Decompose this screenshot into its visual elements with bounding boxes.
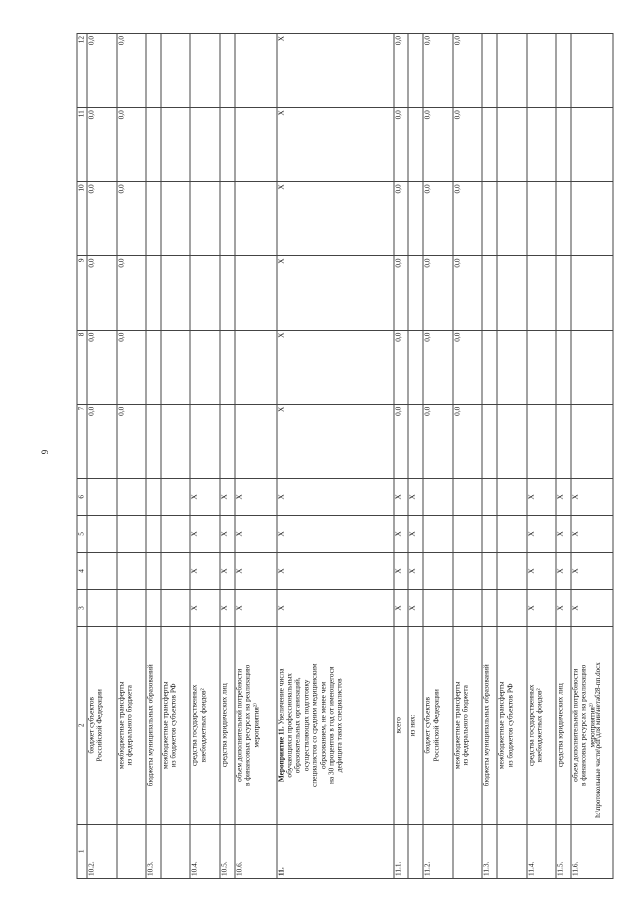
row-number: 10.6. bbox=[235, 824, 277, 878]
table-row bbox=[423, 34, 453, 879]
table-row bbox=[453, 34, 483, 879]
cell-c3: X bbox=[394, 589, 409, 626]
cell-c5: X bbox=[277, 515, 394, 552]
cell-c7 bbox=[220, 404, 235, 478]
cell-c5 bbox=[497, 515, 527, 552]
cell-c4 bbox=[146, 552, 161, 589]
cell-c6 bbox=[87, 478, 117, 515]
cell-c4 bbox=[423, 552, 453, 589]
cell-c3: X bbox=[277, 589, 394, 626]
row-name bbox=[527, 627, 557, 825]
cell-c5: X bbox=[408, 515, 423, 552]
cell-c9: 0,0 bbox=[423, 256, 453, 330]
cell-c10 bbox=[190, 182, 220, 256]
row-name-line: мероприятия²⁾ bbox=[587, 703, 597, 748]
cell-c7 bbox=[235, 404, 277, 478]
row-name-line: из федерального бюджета bbox=[124, 685, 134, 766]
table-row bbox=[556, 34, 571, 879]
footer-path: h:\протокольные части\pdf\для мин\нетаб28-пп.docx bbox=[594, 662, 602, 818]
cell-c3: X bbox=[235, 589, 277, 626]
row-name-line: средства юридических лиц bbox=[219, 683, 229, 768]
cell-c6 bbox=[161, 478, 191, 515]
cell-c11 bbox=[482, 108, 497, 182]
cell-c6: X bbox=[235, 478, 277, 515]
cell-c11 bbox=[527, 108, 557, 182]
cell-c7: 0,0 bbox=[394, 404, 409, 478]
row-name-line: Российской Федерации bbox=[431, 689, 441, 762]
cell-c11 bbox=[408, 108, 423, 182]
column-header-10: 10 bbox=[77, 182, 87, 256]
cell-c11 bbox=[220, 108, 235, 182]
row-number: 11.6. bbox=[571, 824, 613, 878]
cell-c6 bbox=[453, 478, 483, 515]
cell-c9: 0,0 bbox=[394, 256, 409, 330]
column-header-12: 12 bbox=[77, 34, 87, 108]
cell-c3 bbox=[161, 589, 191, 626]
column-header-3: 3 bbox=[77, 589, 87, 626]
cell-c8 bbox=[161, 330, 191, 404]
row-name-line: в финансовых ресурсах на реализацию bbox=[242, 664, 252, 787]
cell-c9 bbox=[482, 256, 497, 330]
row-name bbox=[482, 627, 497, 825]
cell-c5: X bbox=[556, 515, 571, 552]
row-name bbox=[117, 627, 147, 825]
cell-c8 bbox=[497, 330, 527, 404]
cell-c4: X bbox=[571, 552, 613, 589]
row-name bbox=[423, 627, 453, 825]
cell-c3 bbox=[423, 589, 453, 626]
cell-c8 bbox=[571, 330, 613, 404]
row-number: 10.4. bbox=[190, 824, 220, 878]
cell-c12 bbox=[161, 34, 191, 108]
row-name bbox=[571, 627, 613, 825]
cell-c8 bbox=[146, 330, 161, 404]
cell-c7 bbox=[161, 404, 191, 478]
row-name-line: осуществляющих подготовку bbox=[301, 679, 311, 772]
table-row bbox=[146, 34, 161, 879]
row-number: 10.5. bbox=[220, 824, 235, 878]
row-name-line: из федерального бюджета bbox=[460, 685, 470, 766]
cell-c9 bbox=[556, 256, 571, 330]
page-number: 9 bbox=[40, 449, 50, 455]
cell-c6: X bbox=[408, 478, 423, 515]
budget-table bbox=[77, 33, 614, 879]
cell-c8 bbox=[482, 330, 497, 404]
cell-c10 bbox=[482, 182, 497, 256]
cell-c11: 0,0 bbox=[423, 108, 453, 182]
row-name-line: Российской Федерации bbox=[94, 689, 104, 762]
cell-c5: X bbox=[571, 515, 613, 552]
cell-c12 bbox=[146, 34, 161, 108]
row-name-line: Увеличение числа bbox=[276, 668, 286, 725]
row-name-line: обучающихся профессиональных bbox=[284, 673, 294, 778]
cell-c4: X bbox=[190, 552, 220, 589]
row-name-line: на 30 процентов в год от имеющегося bbox=[326, 666, 336, 784]
cell-c5 bbox=[117, 515, 147, 552]
table-row bbox=[87, 34, 117, 879]
cell-c6 bbox=[117, 478, 147, 515]
cell-c12: 0,0 bbox=[87, 34, 117, 108]
cell-c8 bbox=[190, 330, 220, 404]
column-header-1: 1 bbox=[77, 824, 87, 878]
cell-c4 bbox=[117, 552, 147, 589]
cell-c8 bbox=[527, 330, 557, 404]
cell-c11 bbox=[556, 108, 571, 182]
table-row bbox=[571, 34, 613, 879]
row-name-line: образовательных организаций, bbox=[292, 677, 302, 774]
cell-c3 bbox=[146, 589, 161, 626]
cell-c4: X bbox=[277, 552, 394, 589]
cell-c8 bbox=[220, 330, 235, 404]
cell-c4: X bbox=[527, 552, 557, 589]
cell-c8: 0,0 bbox=[87, 330, 117, 404]
cell-c5: X bbox=[220, 515, 235, 552]
row-name-line: из бюджетов субъектов РФ bbox=[505, 683, 515, 768]
cell-c10 bbox=[146, 182, 161, 256]
cell-c12 bbox=[220, 34, 235, 108]
row-number: 11.2. bbox=[423, 824, 453, 878]
cell-c10: 0,0 bbox=[453, 182, 483, 256]
cell-c12 bbox=[190, 34, 220, 108]
row-number: 11.4. bbox=[527, 824, 557, 878]
cell-c9: 0,0 bbox=[87, 256, 117, 330]
cell-c5: X bbox=[190, 515, 220, 552]
cell-c12 bbox=[235, 34, 277, 108]
cell-c9 bbox=[220, 256, 235, 330]
cell-c7: 0,0 bbox=[87, 404, 117, 478]
cell-c7 bbox=[146, 404, 161, 478]
cell-c4 bbox=[161, 552, 191, 589]
cell-c5: X bbox=[394, 515, 409, 552]
cell-c6 bbox=[423, 478, 453, 515]
row-name-line: внебюджетных фондов² bbox=[198, 688, 208, 763]
cell-c12 bbox=[527, 34, 557, 108]
column-header-4: 4 bbox=[77, 552, 87, 589]
row-number: 11. bbox=[277, 824, 394, 878]
cell-c9 bbox=[527, 256, 557, 330]
cell-c7 bbox=[571, 404, 613, 478]
row-name bbox=[394, 627, 409, 825]
row-name-line: межбюджетные трансферты bbox=[116, 681, 126, 770]
table-row bbox=[408, 34, 423, 879]
cell-c4 bbox=[87, 552, 117, 589]
cell-c9: X bbox=[277, 256, 394, 330]
row-number: 11.3. bbox=[482, 824, 497, 878]
table-row bbox=[527, 34, 557, 879]
row-name bbox=[190, 627, 220, 825]
cell-c5: X bbox=[235, 515, 277, 552]
cell-c10 bbox=[235, 182, 277, 256]
cell-c3: X bbox=[220, 589, 235, 626]
row-number: 11.5. bbox=[556, 824, 571, 878]
cell-c9 bbox=[497, 256, 527, 330]
cell-c7 bbox=[556, 404, 571, 478]
cell-c11: 0,0 bbox=[394, 108, 409, 182]
row-name bbox=[277, 627, 394, 825]
cell-c12: 0,0 bbox=[394, 34, 409, 108]
row-name-line: в финансовых ресурсах на реализацию bbox=[578, 664, 588, 787]
table-row bbox=[117, 34, 147, 879]
row-name bbox=[408, 627, 423, 825]
row-name-line: из бюджетов субъектов РФ bbox=[168, 683, 178, 768]
cell-c12 bbox=[482, 34, 497, 108]
cell-c9 bbox=[408, 256, 423, 330]
row-name-line: объем дополнительной потребности bbox=[570, 668, 580, 782]
cell-c9 bbox=[146, 256, 161, 330]
cell-c4 bbox=[497, 552, 527, 589]
cell-c8: 0,0 bbox=[453, 330, 483, 404]
rotated-table-container bbox=[77, 33, 614, 879]
row-name bbox=[220, 627, 235, 825]
cell-c10: 0,0 bbox=[394, 182, 409, 256]
row-number bbox=[161, 824, 191, 878]
cell-c10: 0,0 bbox=[87, 182, 117, 256]
table-row bbox=[161, 34, 191, 879]
cell-c6: X bbox=[394, 478, 409, 515]
column-header-9: 9 bbox=[77, 256, 87, 330]
cell-c4: X bbox=[408, 552, 423, 589]
cell-c6: X bbox=[220, 478, 235, 515]
row-name bbox=[497, 627, 527, 825]
cell-c6 bbox=[497, 478, 527, 515]
row-number bbox=[453, 824, 483, 878]
row-name-line: межбюджетные трансферты bbox=[496, 681, 506, 770]
cell-c5 bbox=[482, 515, 497, 552]
cell-c10 bbox=[556, 182, 571, 256]
row-name bbox=[235, 627, 277, 825]
row-number: 11.1. bbox=[394, 824, 409, 878]
column-header-11: 11 bbox=[77, 108, 87, 182]
cell-c10 bbox=[161, 182, 191, 256]
row-name-line: внебюджетных фондов² bbox=[534, 688, 544, 763]
table-row bbox=[235, 34, 277, 879]
cell-c3: X bbox=[571, 589, 613, 626]
cell-c10: 0,0 bbox=[423, 182, 453, 256]
cell-c9: 0,0 bbox=[117, 256, 147, 330]
table-header-row bbox=[77, 34, 87, 879]
cell-c12 bbox=[571, 34, 613, 108]
cell-c10 bbox=[571, 182, 613, 256]
table-row bbox=[277, 34, 394, 879]
row-name-line: бюджет субъектов bbox=[422, 697, 432, 754]
cell-c9: 0,0 bbox=[453, 256, 483, 330]
table-row bbox=[497, 34, 527, 879]
cell-c4: X bbox=[394, 552, 409, 589]
cell-c3 bbox=[482, 589, 497, 626]
row-name bbox=[87, 627, 117, 825]
cell-c10 bbox=[527, 182, 557, 256]
cell-c4 bbox=[482, 552, 497, 589]
cell-c11 bbox=[190, 108, 220, 182]
row-name bbox=[161, 627, 191, 825]
cell-c7: 0,0 bbox=[423, 404, 453, 478]
cell-c10: X bbox=[277, 182, 394, 256]
table-body bbox=[87, 34, 613, 879]
row-number bbox=[117, 824, 147, 878]
row-name-line: средства государственных bbox=[526, 684, 536, 767]
cell-c7 bbox=[408, 404, 423, 478]
cell-c3: X bbox=[408, 589, 423, 626]
cell-c4 bbox=[453, 552, 483, 589]
column-header-7: 7 bbox=[77, 404, 87, 478]
row-number bbox=[408, 824, 423, 878]
column-header-6: 6 bbox=[77, 478, 87, 515]
cell-c11: 0,0 bbox=[87, 108, 117, 182]
cell-c11 bbox=[146, 108, 161, 182]
table-row bbox=[482, 34, 497, 879]
cell-c6: X bbox=[571, 478, 613, 515]
row-name-line: дефицита таких специалистов bbox=[334, 678, 344, 773]
cell-c10: 0,0 bbox=[117, 182, 147, 256]
row-name-line: средства юридических лиц bbox=[555, 683, 565, 768]
cell-c8: 0,0 bbox=[394, 330, 409, 404]
cell-c7 bbox=[497, 404, 527, 478]
row-name-line: всего bbox=[393, 717, 403, 734]
row-name-line: образованием, не менее чем bbox=[318, 681, 328, 769]
cell-c4: X bbox=[235, 552, 277, 589]
cell-c7 bbox=[527, 404, 557, 478]
cell-c11 bbox=[161, 108, 191, 182]
row-name-line: бюджеты муниципальных образований bbox=[145, 664, 155, 787]
cell-c12: X bbox=[277, 34, 394, 108]
cell-c11 bbox=[235, 108, 277, 182]
measure-title: Мероприятие 11. bbox=[276, 726, 286, 783]
cell-c12: 0,0 bbox=[117, 34, 147, 108]
cell-c8 bbox=[408, 330, 423, 404]
cell-c5 bbox=[87, 515, 117, 552]
cell-c3 bbox=[117, 589, 147, 626]
cell-c6: X bbox=[527, 478, 557, 515]
row-name bbox=[453, 627, 483, 825]
table-row bbox=[394, 34, 409, 879]
cell-c7: X bbox=[277, 404, 394, 478]
cell-c9 bbox=[571, 256, 613, 330]
cell-c8: 0,0 bbox=[423, 330, 453, 404]
cell-c12 bbox=[497, 34, 527, 108]
cell-c3: X bbox=[527, 589, 557, 626]
row-name-line: мероприятия²⁾ bbox=[251, 703, 261, 748]
row-name-line: из них: bbox=[407, 714, 417, 737]
cell-c10 bbox=[497, 182, 527, 256]
row-name bbox=[556, 627, 571, 825]
row-name-line: средства государственных bbox=[189, 684, 199, 767]
cell-c10 bbox=[220, 182, 235, 256]
row-name-line: специалистов со средним медицинским bbox=[309, 663, 319, 788]
cell-c8 bbox=[556, 330, 571, 404]
cell-c11: X bbox=[277, 108, 394, 182]
cell-c6: X bbox=[556, 478, 571, 515]
cell-c8: 0,0 bbox=[117, 330, 147, 404]
cell-c7: 0,0 bbox=[453, 404, 483, 478]
cell-c6: X bbox=[277, 478, 394, 515]
cell-c8: X bbox=[277, 330, 394, 404]
cell-c3: X bbox=[556, 589, 571, 626]
cell-c5: X bbox=[527, 515, 557, 552]
cell-c12 bbox=[556, 34, 571, 108]
cell-c4: X bbox=[556, 552, 571, 589]
cell-c9 bbox=[190, 256, 220, 330]
cell-c12: 0,0 bbox=[453, 34, 483, 108]
cell-c3 bbox=[497, 589, 527, 626]
cell-c5 bbox=[453, 515, 483, 552]
row-name bbox=[146, 627, 161, 825]
cell-c12: 0,0 bbox=[423, 34, 453, 108]
cell-c10 bbox=[408, 182, 423, 256]
row-number: 10.2. bbox=[87, 824, 117, 878]
cell-c3 bbox=[453, 589, 483, 626]
row-name-line: объем дополнительной потребности bbox=[234, 668, 244, 782]
cell-c11: 0,0 bbox=[117, 108, 147, 182]
cell-c5 bbox=[423, 515, 453, 552]
cell-c12 bbox=[408, 34, 423, 108]
column-header-2: 2 bbox=[77, 627, 87, 825]
cell-c6 bbox=[482, 478, 497, 515]
row-name-line: бюджет субъектов bbox=[86, 697, 96, 754]
cell-c3: X bbox=[190, 589, 220, 626]
cell-c5 bbox=[161, 515, 191, 552]
cell-c9 bbox=[235, 256, 277, 330]
cell-c6: X bbox=[190, 478, 220, 515]
cell-c9 bbox=[161, 256, 191, 330]
row-name-line: бюджеты муниципальных образований bbox=[481, 664, 491, 787]
cell-c8 bbox=[235, 330, 277, 404]
row-name-line: межбюджетные трансферты bbox=[452, 681, 462, 770]
cell-c11 bbox=[571, 108, 613, 182]
table-row bbox=[190, 34, 220, 879]
cell-c4: X bbox=[220, 552, 235, 589]
row-number: 10.3. bbox=[146, 824, 161, 878]
column-header-8: 8 bbox=[77, 330, 87, 404]
column-header-5: 5 bbox=[77, 515, 87, 552]
cell-c7: 0,0 bbox=[117, 404, 147, 478]
table-row bbox=[220, 34, 235, 879]
cell-c3 bbox=[87, 589, 117, 626]
cell-c6 bbox=[146, 478, 161, 515]
cell-c11 bbox=[497, 108, 527, 182]
cell-c11: 0,0 bbox=[453, 108, 483, 182]
row-name-line: межбюджетные трансферты bbox=[160, 681, 170, 770]
cell-c7 bbox=[482, 404, 497, 478]
row-number bbox=[497, 824, 527, 878]
cell-c5 bbox=[146, 515, 161, 552]
cell-c7 bbox=[190, 404, 220, 478]
